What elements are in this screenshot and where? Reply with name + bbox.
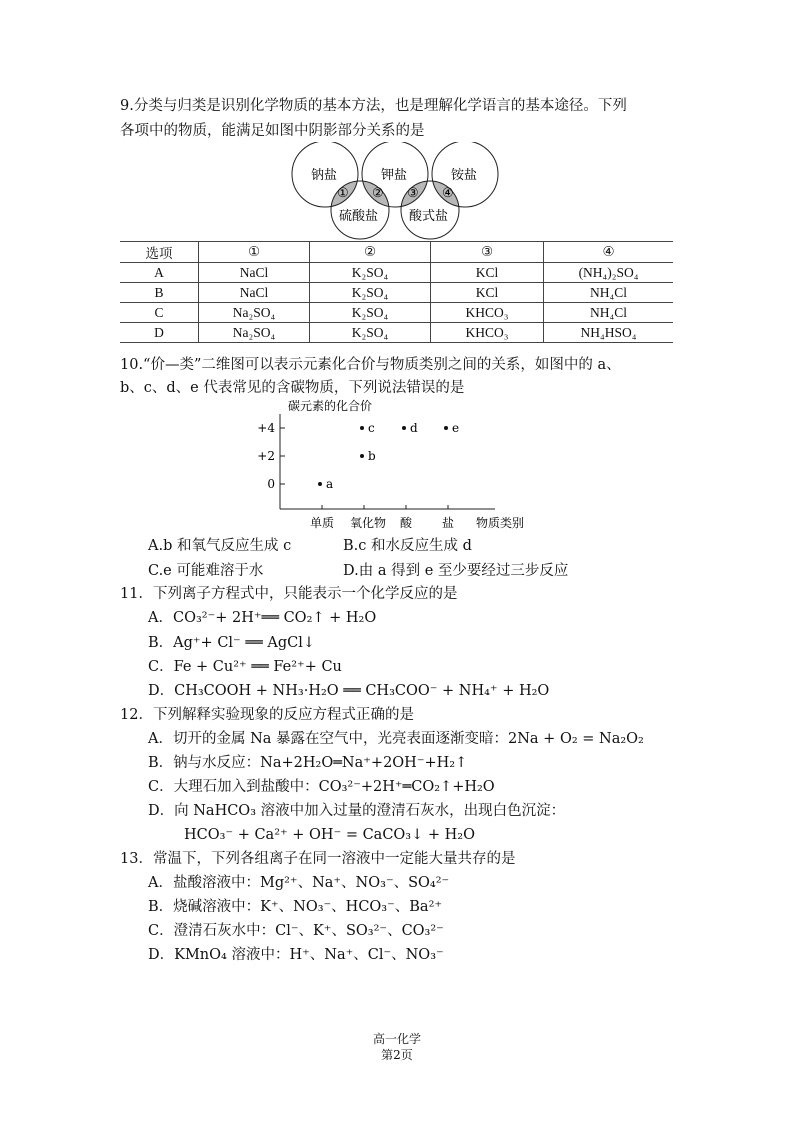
- q9-stem-line2: 各项中的物质，能满足如图中阴影部分关系的是: [120, 123, 425, 139]
- table-cell: K₂SO₄: [310, 263, 431, 283]
- q10-option-b: B.c 和水反应生成 d: [343, 538, 472, 554]
- chart-x-tick-label: 单质: [309, 516, 335, 530]
- chart-point-label-e: e: [452, 421, 460, 435]
- table-cell: NH₄Cl: [544, 303, 674, 323]
- q13-stem: 13．常温下，下列各组离子在同一溶液中一定能大量共存的是: [120, 851, 516, 867]
- q10-stem-line1: 10.“价—类”二维图可以表示元素化合价与物质类别之间的关系，如图中的 a、: [120, 357, 621, 373]
- table-cell: K₂SO₄: [310, 303, 431, 323]
- table-cell: Na₂SO₄: [199, 303, 310, 323]
- chart-point-a: [318, 482, 322, 486]
- chart-x-tick-label: 氧化物: [349, 516, 387, 530]
- chart-xlabel: 物质类别: [476, 516, 525, 530]
- q12-option-b: B．钠与水反应：Na+2H₂O═Na⁺+2OH⁻+H₂↑: [148, 755, 468, 771]
- q12-option-c: C．大理石加入到盐酸中：CO₃²⁻+2H⁺═CO₂↑+H₂O: [148, 779, 495, 795]
- chart-point-d: [402, 426, 406, 430]
- q9-stem-line1: 9.分类与归类是识别化学物质的基本方法，也是理解化学语言的基本途径。下列: [120, 98, 627, 114]
- venn-region-3: ③: [407, 186, 419, 201]
- q11-option-c: C．Fe + Cu²⁺ ══ Fe²⁺+ Cu: [148, 659, 342, 675]
- q11-option-d: D．CH₃COOH + NH₃·H₂O ══ CH₃COO⁻ + NH₄⁺ + H₂O: [148, 683, 550, 699]
- q11-option-b: B．Ag⁺+ Cl⁻ ══ AgCl↓: [148, 635, 316, 651]
- venn-region-1: ①: [337, 186, 349, 201]
- venn-label-acid-salt: 酸式盐: [409, 209, 449, 224]
- chart-x-tick-label: 酸: [399, 516, 413, 530]
- q12-stem: 12．下列解释实验现象的反应方程式正确的是: [120, 707, 414, 723]
- q13-option-b: B．烧碱溶液中：K⁺、NO₃⁻、HCO₃⁻、Ba²⁺: [148, 899, 443, 915]
- footer-subject: 高一化学: [372, 1032, 421, 1046]
- q10-option-d: D.由 a 得到 e 至少要经过三步反应: [343, 563, 569, 579]
- chart-y-tick-label: +2: [257, 449, 275, 463]
- table-cell: NH₄Cl: [544, 283, 674, 303]
- q10-stem-line2: b、c、d、e 代表常见的含碳物质，下列说法错误的是: [120, 380, 465, 396]
- q11-stem: 11．下列离子方程式中，只能表示一个化学反应的是: [120, 586, 458, 602]
- q10-option-a: A.b 和氧气反应生成 c: [148, 538, 292, 554]
- table-header-cell: ④: [544, 242, 674, 263]
- table-cell: KHCO₃: [431, 323, 544, 343]
- chart-point-c: [360, 426, 364, 430]
- table-header-cell: ②: [310, 242, 431, 263]
- table-header-row: [120, 242, 673, 263]
- table-row: [120, 283, 673, 303]
- table-cell: NaCl: [199, 283, 310, 303]
- chart-point-b: [360, 454, 364, 458]
- table-cell: NH₄HSO₄: [544, 323, 674, 343]
- venn-label-potassium: 钾盐: [381, 168, 408, 183]
- chart-y-tick-label: 0: [267, 477, 275, 491]
- q11-option-a: A．CO₃²⁻+ 2H⁺══ CO₂↑ + H₂O: [148, 610, 377, 626]
- table-cell: KCl: [431, 283, 544, 303]
- table-row: [120, 263, 673, 283]
- q13-option-a: A．盐酸溶液中：Mg²⁺、Na⁺、NO₃⁻、SO₄²⁻: [148, 875, 450, 891]
- venn-label-ammonium: 铵盐: [451, 168, 478, 183]
- q13-option-c: C．澄清石灰水中：Cl⁻、K⁺、SO₃²⁻、CO₃²⁻: [148, 923, 444, 939]
- table-cell: K₂SO₄: [310, 283, 431, 303]
- table-cell: NaCl: [199, 263, 310, 283]
- chart-ylabel: 碳元素的化合价: [288, 399, 373, 413]
- q12-option-d: D．向 NaHCO₃ 溶液中加入过量的澄清石灰水，出现白色沉淀：: [148, 803, 566, 819]
- venn-label-sodium: 钠盐: [311, 168, 338, 183]
- table-header-cell: 选项: [120, 242, 199, 263]
- table-cell: D: [120, 323, 199, 343]
- chart-point-label-d: d: [410, 421, 418, 435]
- q13-option-d: D．KMnO₄ 溶液中：H⁺、Na⁺、Cl⁻、NO₃⁻: [148, 947, 444, 963]
- chart-point-e: [444, 426, 448, 430]
- venn-label-sulfate: 硫酸盐: [339, 209, 379, 224]
- table-header-cell: ①: [199, 242, 310, 263]
- chart-y-tick-label: +4: [257, 421, 275, 435]
- chart-point-label-c: c: [368, 421, 375, 435]
- q9-venn-diagram: [285, 142, 505, 240]
- table-cell: KCl: [431, 263, 544, 283]
- q12-option-d-equation: HCO₃⁻ + Ca²⁺ + OH⁻ = CaCO₃↓ + H₂O: [184, 827, 475, 843]
- table-row: [120, 323, 673, 343]
- table-header-cell: ③: [431, 242, 544, 263]
- table-cell: (NH₄)₂SO₄: [544, 263, 674, 283]
- table-cell: K₂SO₄: [310, 323, 431, 343]
- chart-point-label-a: a: [326, 477, 334, 491]
- footer-page-number: 第2页: [381, 1048, 413, 1062]
- table-cell: A: [120, 263, 199, 283]
- chart-point-label-b: b: [368, 449, 376, 463]
- table-cell: Na₂SO₄: [199, 323, 310, 343]
- chart-x-tick-label: 盐: [441, 516, 455, 530]
- table-cell: C: [120, 303, 199, 323]
- table-cell: KHCO₃: [431, 303, 544, 323]
- q10-valence-chart: [250, 396, 550, 532]
- table-row: [120, 303, 673, 323]
- q10-option-c: C.e 可能难溶于水: [148, 563, 264, 579]
- venn-region-4: ④: [442, 186, 454, 201]
- q9-options-table: [120, 241, 673, 343]
- q12-option-a: A．切开的金属 Na 暴露在空气中，光亮表面逐渐变暗：2Na + O₂ = Na₂O₂: [148, 731, 644, 747]
- venn-region-2: ②: [372, 186, 384, 201]
- table-cell: B: [120, 283, 199, 303]
